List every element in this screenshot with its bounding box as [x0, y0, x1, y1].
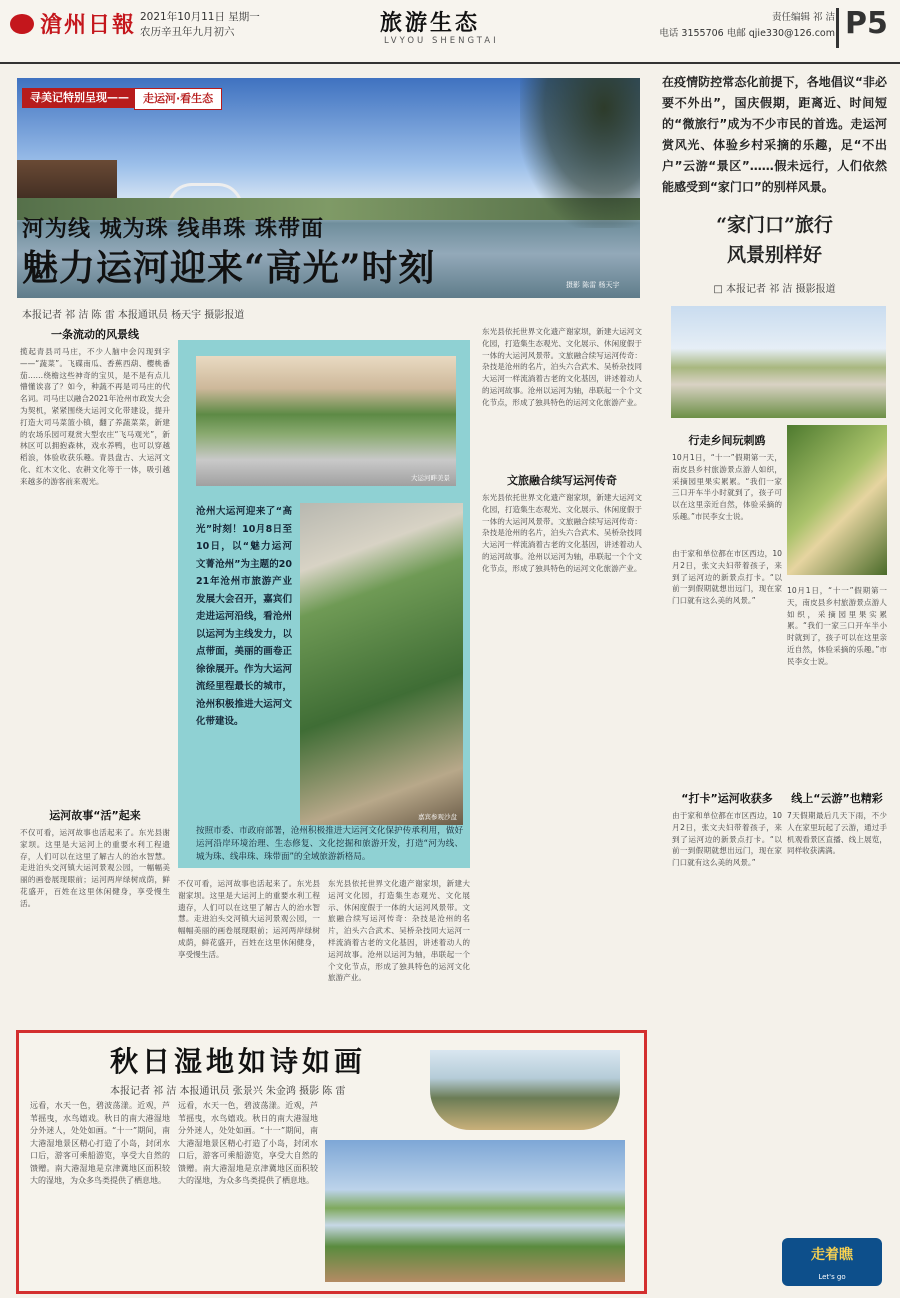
editor-info: [640, 10, 835, 42]
page-divider: [836, 8, 839, 48]
page-number: P5: [845, 6, 888, 41]
editor-name: 责任编辑 祁 洁: [771, 12, 835, 23]
article1-col-bottom-2: 东光县依托世界文化遗产谢家坝，新建大运河文化园，打造集生态观光、文化展示、休闲度假于一体的大运河风景带。文旅融合续写运河传奇：杂技是沧州的名片，泊头六合武术、吴桥杂技同大运河一样流淌着古老的文化基因，讲述着动人的运河故事。沧州以运河为轴，串联起一个个文化节点，形成了独具特色的运河文化旅游产业。: [328, 879, 470, 983]
inset-text: 沧州大运河迎来了“高光”时刻！10月8日至10日，以“魅力运河 文菁沧州”为主题的2021年沧州市旅游产业发展大会召开，嘉宾们走进运河沿线，看沧州以运河为主线发力，以点带面，美丽的画卷正徐徐展开。作为大运河流经里程最长的城市，沧州积极推进大运河文化带建设。: [196, 506, 292, 727]
right-headline-line2: 风景别样好: [726, 244, 822, 266]
wetland-photo-boardwalk: [430, 1050, 620, 1130]
photo-caption: 嘉宾参观沙盘: [418, 813, 457, 821]
right-headline-line1: “家门口”旅行: [716, 214, 833, 236]
date-lunar: 农历辛丑年九月初六: [140, 26, 235, 38]
right-body-text: 10月1日，“十一”假期第一天，南皮县乡村旅游景点游人如织，采摘园里果实累累。“我们一家三口开车半小时就到了，孩子可以在这里亲近自然，体验采摘的乐趣。”市民李女士说。: [672, 453, 782, 521]
wetland-text-col2: 远看，水天一色，碧波荡漾。近观，芦苇摇曳，水鸟嬉戏。秋日的南大港湿地分外迷人，处处如画。“十一”期间，南大港湿地景区精心打造了小岛，封闭水口后，游客可乘船游览，享受大自然的馈赠。南大港湿地是京津冀地区面积较大的湿地，为众多鸟类提供了栖息地。: [178, 1101, 318, 1185]
right-byline: □ 本报记者 祁 洁 摄影报道: [713, 284, 836, 295]
publication-date: [140, 10, 260, 40]
section-pinyin: LVYOU SHENGTAI: [384, 36, 499, 46]
wetland-text-col1: 远看，水天一色，碧波荡漾。近观，芦苇摇曳，水鸟嬉戏。秋日的南大港湿地分外迷人，处处如画。“十一”期间，南大港湿地景区精心打造了小岛，封闭水口后，游客可乘船游览，享受大自然的馈赠。南大港湿地是京津冀地区面积较大的湿地，为众多鸟类提供了栖息地。: [30, 1101, 170, 1185]
right-body-text: 10月1日，“十一”假期第一天，南皮县乡村旅游景点游人如织，采摘园里果实累累。“我们一家三口开车半小时就到了，孩子可以在这里亲近自然，体验采摘的乐趣。”市民李女士说。: [787, 586, 887, 666]
wetland-photo-aerial: [325, 1140, 625, 1282]
photo-credit: 摄影 陈雷 杨天宇: [566, 281, 620, 289]
article2-col: [482, 326, 642, 1002]
right-section-heading: 行走乡间玩刺鸥: [688, 434, 766, 447]
editor-contact: 电话 3155706 电邮 qjie330@126.com: [659, 28, 835, 39]
right-photo-picking: [787, 425, 887, 575]
body-text: 不仅可看，运河故事也活起来了。东光县谢家坝。这里是大运河上的重要水利工程遗存，人们可以在这里了解古人的治水智慧。走进泊头交河镇大运河景观公园，一幅幅美丽的画卷展现眼前；运河两岸绿树成荫，鲜花盛开，百姓在这里休闲健身，享受慢生活。: [20, 828, 170, 908]
headline-title: 魅力运河迎来“高光”时刻: [22, 247, 436, 289]
main-byline: 本报记者 祁 洁 陈 雷 本报通讯员 杨天宇 摄影报道: [22, 310, 245, 321]
body-text: 东光县依托世界文化遗产谢家坝，新建大运河文化园，打造集生态观光、文化展示、休闲度假于一体的大运河风景带。文旅融合续写运河传奇：杂技是沧州的名片，泊头六合武术、吴桥杂技同大运河一样流淌着古老的文化基因，讲述着动人的运河故事。沧州以运河为轴，串联起一个个文化节点，形成了独具特色的运河文化旅游产业。: [482, 493, 642, 573]
section-heading: 运河故事“活”起来: [49, 809, 141, 822]
inset-photo-sandtable: [300, 503, 463, 825]
logo-icon: [10, 14, 34, 34]
section-heading: 文旅融合续写运河传奇: [507, 474, 617, 487]
wetland-byline: 本报记者 祁 洁 本报通讯员 张景兴 朱金鸿 摄影 陈 雷: [110, 1086, 346, 1097]
headline-subtitle: 河为线 城为珠 线串珠 珠带面: [22, 216, 324, 242]
article1-col1: [20, 326, 170, 1007]
inset-photo-river: [196, 356, 456, 486]
photo-caption: 大运河畔美景: [411, 474, 450, 482]
inset-text-bottom: 按照市委、市政府部署，沧州积极推进大运河文化保护传承利用，做好运河沿岸环境治理、生态修复、文化挖掘和旅游开发，打造“河为线、城为珠、线串珠、珠带面”的全域旅游新格局。: [196, 826, 463, 862]
right-intro: 在疫情防控常态化前提下，各地倡议“非必要不外出”，国庆假期，距离近、时间短的“微旅行”成为不少市民的首选。走运河赏风光、体验乡村采摘的乐趣，足“不出户”云游“景区”……假未远行，人们依然能感受到“家门口”的别样风景。: [662, 75, 887, 194]
right-photo-path: [671, 306, 886, 418]
column-stamp: [782, 1238, 882, 1286]
section-title: 旅游生态: [380, 10, 481, 36]
series-banner: 寻美记特别呈现——: [22, 88, 137, 108]
body-text: 东光县依托世界文化遗产谢家坝，新建大运河文化园，打造集生态观光、文化展示、休闲度假于一体的大运河风景带。文旅融合续写运河传奇：杂技是沧州的名片，泊头六合武术、吴桥杂技同大运河一样流淌着古老的文化基因，讲述着动人的运河故事。沧州以运河为轴，串联起一个个文化节点，形成了独具特色的运河文化旅游产业。: [482, 327, 642, 407]
right-headline: [662, 210, 887, 270]
right-body-text: 由于家和单位都在市区西边，10月2日，张文夫妇带着孩子，来到了运河边的新景点打卡。“以前一到假期就想出远门，现在家门口就有这么美的风景。”: [672, 811, 782, 868]
section-heading: 一条流动的风景线: [51, 328, 139, 341]
date-gregorian: 2021年10月11日 星期一: [140, 11, 260, 23]
article1-col-bottom: 不仅可看，运河故事也活起来了。东光县谢家坝。这里是大运河上的重要水利工程遗存，人们可以在这里了解古人的治水智慧。走进泊头交河镇大运河景观公园，一幅幅美丽的画卷展现眼前；运河两岸绿树成荫，鲜花盛开，百姓在这里休闲健身，享受慢生活。: [178, 879, 320, 959]
wetland-title: 秋日湿地如诗如画: [110, 1045, 367, 1078]
series-banner-tag: 走运河·看生态: [134, 88, 222, 110]
stamp-title: 走着瞧: [811, 1247, 853, 1263]
newspaper-logo: 滄州日報: [40, 12, 137, 38]
stamp-subtitle: Let's go: [818, 1273, 846, 1281]
right-body-text: 由于家和单位都在市区西边，10月2日，张文夫妇带着孩子，来到了运河边的新景点打卡。“以前一到假期就想出远门，现在家门口就有这么美的风景。”: [672, 549, 782, 606]
right-section-heading: 线上“云游”也精彩: [791, 792, 883, 805]
body-text: 揽起青县司马庄，不少人脑中会闪现到字——“蔬菜”。飞碟南瓜、香蕉西葫、樱桃番茄……绕檐这些神奇的宝贝，是不是有点儿懵懂诶喜了？如今，种蔬不再是司马庄的代名词。司马庄以融合2021年沧州市政发大会为契机，紧紧围绕大运河文化带建设，提升打造大司马菜篮小镇，翻了养蔬菜菜，新建的农场乐园可观赏大型农庄“飞马观光”，新林区可以拥抱森林，戏水养鸭，也可以穿越稻浪，体验收获乐趣。青县盘古、大运河文化、红木文化、农耕文化等于一体，吸引越来越多的游客前来观光。: [20, 347, 170, 486]
right-section-heading: “打卡”运河收获多: [681, 792, 773, 805]
right-body-text: 7天假期最后几天下雨，不少人在家里玩起了云游，通过手机观看景区直播、线上展览，同样收获满满。: [787, 811, 887, 856]
willow-shape: [520, 78, 640, 228]
